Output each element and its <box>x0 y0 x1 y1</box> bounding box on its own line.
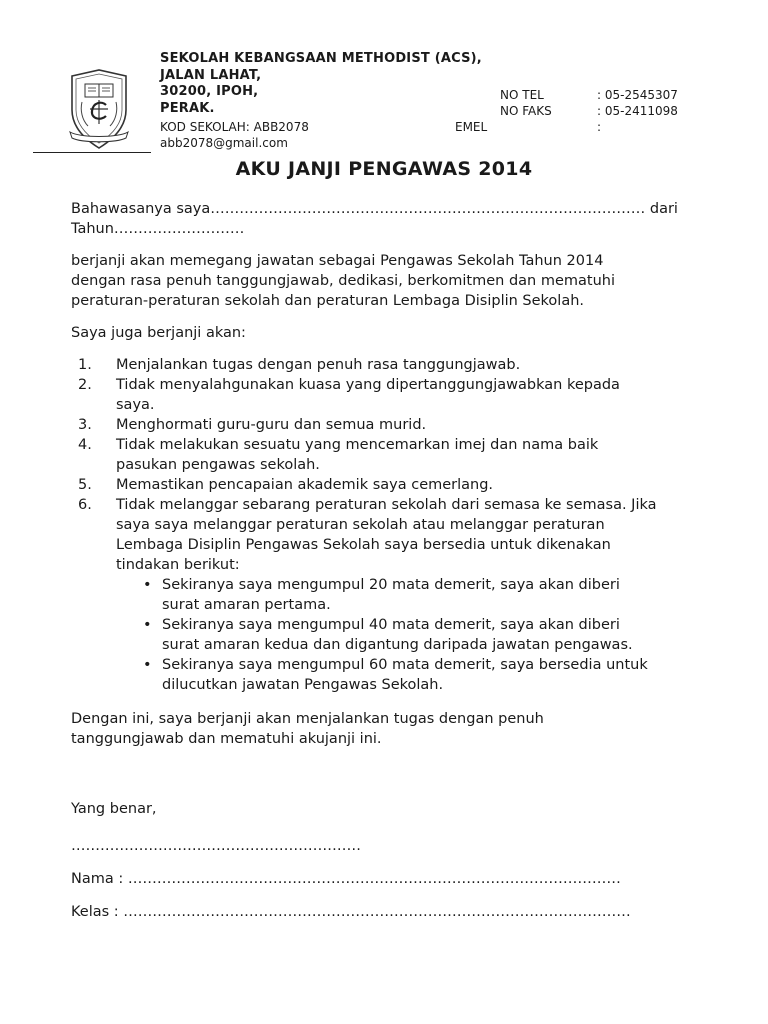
promise-number: 6. <box>78 497 92 513</box>
school-address-line: 30200, IPOH, <box>160 84 259 99</box>
yang-benar: Yang benar, <box>71 801 157 817</box>
name-field: Nama : ………………………………………………………………………………………… <box>71 871 621 887</box>
paragraph-line: berjanji akan memegang jawatan sebagai Pengawas Sekolah Tahun 2014 <box>71 253 604 269</box>
promise-text: Menjalankan tugas dengan penuh rasa tanggungjawab. <box>116 357 521 373</box>
document-title: AKU JANJI PENGAWAS 2014 <box>235 158 533 180</box>
bullet: • <box>143 657 152 673</box>
school-code: KOD SEKOLAH: ABB2078 <box>160 120 309 134</box>
promise-text: Tidak melakukan sesuatu yang mencemarkan imej dan nama baik <box>116 437 599 453</box>
intro-line: Bahawasanya saya……………………………………………………………………………… dari <box>71 201 678 217</box>
school-address <box>160 51 500 117</box>
promise-number: 4. <box>78 437 92 453</box>
paragraph-line: peraturan-peraturan sekolah dan peraturan Lembaga Disiplin Sekolah. <box>71 293 585 309</box>
paragraph-line: tanggungjawab dan mematuhi akujanji ini. <box>71 731 382 747</box>
promise-item <box>71 435 691 475</box>
promise-text: tindakan berikut: <box>116 557 240 573</box>
school-address-line: PERAK. <box>160 100 215 116</box>
penalty-text: surat amaran pertama. <box>162 597 331 613</box>
penalty-text: dilucutkan jawatan Pengawas Sekolah. <box>162 677 444 693</box>
promise-item <box>71 355 691 375</box>
bullet: • <box>143 577 152 593</box>
promise-intro: Saya juga berjanji akan: <box>71 325 246 341</box>
document-body <box>71 199 691 749</box>
paragraph-line: dengan rasa penuh tanggungjawab, dedikasi, berkomitmen dan mematuhi <box>71 273 615 289</box>
promise-text: Lembaga Disiplin Pengawas Sekolah saya bersedia untuk dikenakan <box>116 537 611 553</box>
promise-item <box>71 475 691 495</box>
class-field: Kelas : …………………………………………………………………………………………… <box>71 904 631 920</box>
tel-value: : 05-2545307 <box>597 88 678 102</box>
promise-item <box>71 415 691 435</box>
pledge-paragraph <box>71 251 691 311</box>
penalty-item <box>71 575 691 615</box>
promise-text: pasukan pengawas sekolah. <box>116 457 320 473</box>
promise-text: Tidak menyalahgunakan kuasa yang dipertanggungjawabkan kepada <box>116 377 620 393</box>
promise-text: saya. <box>116 397 155 413</box>
faks-label: NO FAKS <box>500 104 552 118</box>
intro-line: Tahun……………………… <box>71 221 245 237</box>
letterhead-divider <box>33 152 151 153</box>
emel-value: : <box>597 120 602 134</box>
promise-number: 2. <box>78 377 92 393</box>
penalty-text: Sekiranya saya mengumpul 60 mata demerit, saya bersedia untuk <box>162 657 648 673</box>
promise-item <box>71 495 691 575</box>
school-name-line: SEKOLAH KEBANGSAAN METHODIST (ACS), <box>160 51 482 66</box>
promise-number: 1. <box>78 357 92 373</box>
promise-number: 3. <box>78 417 92 433</box>
promise-number: 5. <box>78 477 92 493</box>
promise-list <box>71 355 691 575</box>
emel-label: EMEL <box>455 120 488 134</box>
paragraph-line: Dengan ini, saya berjanji akan menjalankan tugas dengan penuh <box>71 711 544 727</box>
penalty-list <box>71 575 691 695</box>
promise-text: Menghormati guru-guru dan semua murid. <box>116 417 427 433</box>
penalty-item <box>71 655 691 695</box>
penalty-text: Sekiranya saya mengumpul 20 mata demerit, saya akan diberi <box>162 577 620 593</box>
promise-item <box>71 375 691 415</box>
school-email: abb2078@gmail.com <box>160 136 288 150</box>
signature-line: …………………………………………………… <box>71 838 361 854</box>
penalty-item <box>71 615 691 655</box>
tel-label: NO TEL <box>500 88 544 102</box>
penalty-text: surat amaran kedua dan digantung daripada jawatan pengawas. <box>162 637 633 653</box>
penalty-text: Sekiranya saya mengumpul 40 mata demerit, saya akan diberi <box>162 617 620 633</box>
promise-text: Tidak melanggar sebarang peraturan sekolah dari semasa ke semasa. Jika <box>116 497 657 513</box>
faks-value: : 05-2411098 <box>597 104 678 118</box>
school-address-line: JALAN LAHAT, <box>160 67 262 83</box>
school-crest-icon <box>66 66 132 152</box>
closing-paragraph <box>71 709 691 749</box>
promise-text: Memastikan pencapaian akademik saya cemerlang. <box>116 477 494 493</box>
promise-text: saya saya melanggar peraturan sekolah atau melanggar peraturan <box>116 517 605 533</box>
bullet: • <box>143 617 152 633</box>
